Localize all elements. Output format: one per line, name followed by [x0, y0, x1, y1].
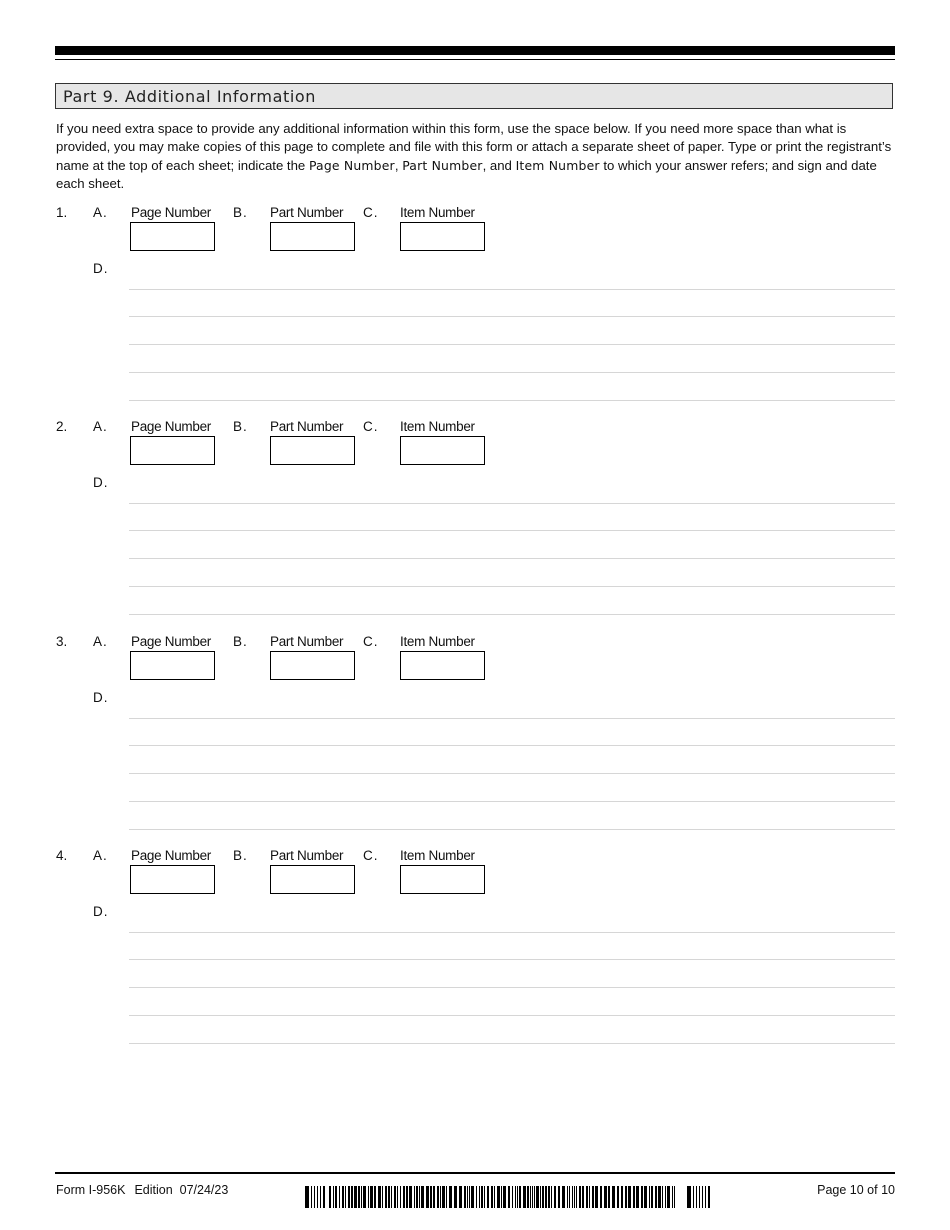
- letter-b: B.: [233, 634, 248, 649]
- instructions-part-number-term: Part Number: [402, 157, 483, 173]
- edition-date: 07/24/23: [179, 1183, 229, 1197]
- section-title: Part 9. Additional Information: [63, 87, 317, 106]
- additional-info-item-3: [0, 634, 950, 834]
- answer-line[interactable]: [129, 614, 895, 615]
- answer-line[interactable]: [129, 558, 895, 559]
- answer-line[interactable]: [129, 1043, 895, 1044]
- answer-line[interactable]: [129, 718, 895, 719]
- item-number-field[interactable]: [400, 436, 485, 465]
- answer-line[interactable]: [129, 959, 895, 960]
- answer-line[interactable]: [129, 745, 895, 746]
- answer-line[interactable]: [129, 829, 895, 830]
- page-number-field[interactable]: [130, 865, 215, 894]
- section-header: [55, 83, 893, 109]
- answer-line[interactable]: [129, 987, 895, 988]
- instructions-separator-1: ,: [394, 157, 403, 173]
- letter-a: A.: [93, 419, 108, 434]
- answer-line[interactable]: [129, 344, 895, 345]
- instructions-item-number-term: Item Number: [515, 157, 600, 173]
- item-number: 1.: [56, 205, 68, 220]
- top-rule-thick: [55, 46, 895, 55]
- instructions-page-number-term: Page Number: [308, 157, 395, 173]
- item-number-label: Item Number: [400, 205, 475, 220]
- page-number-label: Page Number: [131, 634, 211, 649]
- letter-d: D.: [93, 475, 109, 490]
- letter-d: D.: [93, 690, 109, 705]
- item-number-label: Item Number: [400, 848, 475, 863]
- letter-c: C.: [363, 634, 379, 649]
- page-number-field[interactable]: [130, 436, 215, 465]
- part-number-field[interactable]: [270, 865, 355, 894]
- instructions-text-2: to which your answer refers; and sign and date each sheet.: [56, 157, 877, 192]
- page-number-field[interactable]: [130, 222, 215, 251]
- letter-c: C.: [363, 205, 379, 220]
- letter-a: A.: [93, 848, 108, 863]
- letter-c: C.: [363, 419, 379, 434]
- instructions-paragraph: [56, 120, 898, 194]
- part-number-field[interactable]: [270, 651, 355, 680]
- top-rule-thin: [55, 59, 895, 60]
- letter-d: D.: [93, 261, 109, 276]
- letter-c: C.: [363, 848, 379, 863]
- answer-line[interactable]: [129, 316, 895, 317]
- instructions-text-1: If you need extra space to provide any additional information within this form, use the space below. If you need more space than what is provided, you may make copies of this page to complete and file with this form or attach a separate sheet of paper. Type or print the registrant’s name at the top of each sheet; indicate the: [56, 121, 892, 173]
- page-number-label: Page Number: [131, 205, 211, 220]
- letter-b: B.: [233, 419, 248, 434]
- additional-info-item-4: [0, 848, 950, 1048]
- footer-form-info: [56, 1183, 228, 1197]
- item-number: 2.: [56, 419, 68, 434]
- item-number-field[interactable]: [400, 222, 485, 251]
- letter-d: D.: [93, 904, 109, 919]
- form-id: Form I-956K: [56, 1183, 126, 1197]
- letter-b: B.: [233, 848, 248, 863]
- letter-a: A.: [93, 634, 108, 649]
- answer-line[interactable]: [129, 932, 895, 933]
- item-number-label: Item Number: [400, 634, 475, 649]
- page-number-label: Page Number: [131, 848, 211, 863]
- page-number: Page 10 of 10: [817, 1183, 895, 1197]
- answer-line[interactable]: [129, 586, 895, 587]
- item-number-label: Item Number: [400, 419, 475, 434]
- part-number-label: Part Number: [270, 419, 344, 434]
- page-number-label: Page Number: [131, 419, 211, 434]
- barcode-image: [305, 1186, 715, 1208]
- edition-label: Edition: [134, 1183, 173, 1197]
- additional-info-item-1: [0, 205, 950, 405]
- letter-a: A.: [93, 205, 108, 220]
- instructions-separator-2: , and: [482, 157, 516, 173]
- item-number: 4.: [56, 848, 68, 863]
- answer-line[interactable]: [129, 372, 895, 373]
- page-number-field[interactable]: [130, 651, 215, 680]
- answer-line[interactable]: [129, 289, 895, 290]
- part-number-field[interactable]: [270, 222, 355, 251]
- additional-info-item-2: [0, 419, 950, 619]
- item-number-field[interactable]: [400, 865, 485, 894]
- answer-line[interactable]: [129, 400, 895, 401]
- footer-rule: [55, 1172, 895, 1174]
- item-number-field[interactable]: [400, 651, 485, 680]
- answer-line[interactable]: [129, 801, 895, 802]
- part-number-label: Part Number: [270, 205, 344, 220]
- part-number-label: Part Number: [270, 634, 344, 649]
- answer-line[interactable]: [129, 773, 895, 774]
- answer-line[interactable]: [129, 530, 895, 531]
- part-number-field[interactable]: [270, 436, 355, 465]
- letter-b: B.: [233, 205, 248, 220]
- answer-line[interactable]: [129, 503, 895, 504]
- answer-line[interactable]: [129, 1015, 895, 1016]
- part-number-label: Part Number: [270, 848, 344, 863]
- item-number: 3.: [56, 634, 68, 649]
